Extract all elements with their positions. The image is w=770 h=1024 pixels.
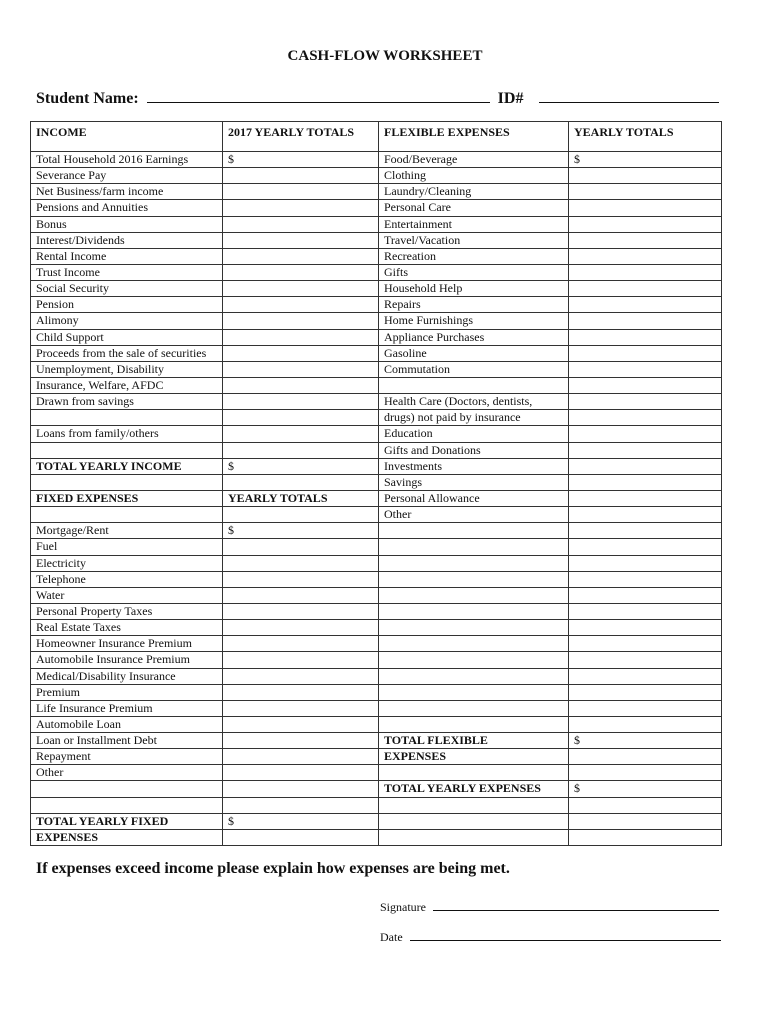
table-row [31, 620, 722, 636]
amount-cell[interactable] [223, 539, 379, 555]
amount-cell[interactable] [569, 264, 722, 280]
amount-cell[interactable] [569, 716, 722, 732]
table-row [31, 829, 722, 845]
amount-cell[interactable] [569, 361, 722, 377]
label-cell: Commutation [379, 361, 569, 377]
table-row [31, 313, 722, 329]
amount-cell[interactable] [569, 587, 722, 603]
label-cell: Personal Property Taxes [31, 603, 223, 619]
blank-cell [379, 587, 569, 603]
label-cell: Automobile Insurance Premium [31, 652, 223, 668]
label-cell: Personal Allowance [379, 490, 569, 506]
amount-cell[interactable] [223, 555, 379, 571]
amount-cell[interactable] [569, 603, 722, 619]
amount-cell[interactable] [223, 668, 379, 684]
table-row [31, 490, 722, 506]
amount-cell[interactable] [223, 507, 379, 523]
amount-cell[interactable] [223, 345, 379, 361]
amount-cell[interactable] [569, 539, 722, 555]
label-cell: Gasoline [379, 345, 569, 361]
label-cell: Child Support [31, 329, 223, 345]
table-row [31, 813, 722, 829]
label-cell: Homeowner Insurance Premium [31, 636, 223, 652]
blank-cell [379, 571, 569, 587]
amount-cell[interactable] [223, 232, 379, 248]
table-row [31, 636, 722, 652]
table-row [31, 152, 722, 168]
blank-cell [379, 636, 569, 652]
student-name-field[interactable] [147, 86, 490, 103]
label-cell: Alimony [31, 313, 223, 329]
amount-cell[interactable] [569, 345, 722, 361]
amount-cell[interactable] [569, 297, 722, 313]
amount-cell[interactable] [223, 264, 379, 280]
worksheet-title: CASH-FLOW WORKSHEET [287, 48, 483, 64]
table-row [31, 426, 722, 442]
table-row [31, 749, 722, 765]
label-cell: Fuel [31, 539, 223, 555]
amount-cell[interactable]: $ [569, 781, 722, 797]
label-cell: Repayment [31, 749, 223, 765]
amount-cell[interactable] [223, 297, 379, 313]
table-row [31, 781, 722, 797]
table-row [31, 797, 722, 813]
table-row [31, 733, 722, 749]
label-cell: Life Insurance Premium [31, 700, 223, 716]
amount-cell[interactable] [569, 684, 722, 700]
label-cell: Home Furnishings [379, 313, 569, 329]
label-cell: YEARLY TOTALS [223, 490, 379, 506]
table-row [31, 668, 722, 684]
label-cell: Interest/Dividends [31, 232, 223, 248]
student-name-label: Student Name: [36, 90, 139, 107]
blank-cell [379, 523, 569, 539]
label-cell: Entertainment [379, 216, 569, 232]
blank-cell [31, 410, 223, 426]
blank-cell [379, 555, 569, 571]
label-cell: Household Help [379, 281, 569, 297]
amount-cell[interactable] [569, 797, 722, 813]
amount-cell[interactable] [223, 829, 379, 845]
amount-cell[interactable] [569, 571, 722, 587]
amount-cell[interactable] [223, 184, 379, 200]
amount-cell[interactable] [223, 571, 379, 587]
table-row [31, 168, 722, 184]
amount-cell[interactable] [569, 168, 722, 184]
table-row [31, 329, 722, 345]
amount-cell[interactable] [223, 200, 379, 216]
amount-cell[interactable] [223, 749, 379, 765]
label-cell: Mortgage/Rent [31, 523, 223, 539]
amount-cell[interactable] [223, 281, 379, 297]
label-cell: Education [379, 426, 569, 442]
amount-cell[interactable] [569, 507, 722, 523]
amount-cell[interactable] [223, 410, 379, 426]
label-cell: Unemployment, Disability [31, 361, 223, 377]
amount-cell[interactable] [223, 636, 379, 652]
label-cell: Food/Beverage [379, 152, 569, 168]
amount-cell[interactable] [569, 377, 722, 393]
blank-cell [379, 813, 569, 829]
date-row [380, 928, 721, 945]
amount-cell[interactable] [223, 442, 379, 458]
table-row [31, 361, 722, 377]
amount-cell[interactable] [569, 555, 722, 571]
label-cell: Other [31, 765, 223, 781]
amount-cell[interactable] [569, 394, 722, 410]
signature-field[interactable] [433, 898, 719, 911]
label-cell: Water [31, 587, 223, 603]
student-id-field[interactable] [539, 86, 719, 103]
label-cell: Investments [379, 458, 569, 474]
table-row [31, 507, 722, 523]
amount-cell[interactable] [223, 248, 379, 264]
label-cell: Insurance, Welfare, AFDC [31, 377, 223, 393]
blank-cell [379, 539, 569, 555]
amount-cell[interactable] [569, 749, 722, 765]
table-row [31, 200, 722, 216]
table-row [31, 216, 722, 232]
blank-cell [31, 797, 223, 813]
amount-cell[interactable] [223, 426, 379, 442]
amount-cell[interactable] [223, 797, 379, 813]
amount-cell[interactable] [569, 184, 722, 200]
amount-cell[interactable] [223, 652, 379, 668]
label-cell: TOTAL YEARLY EXPENSES [379, 781, 569, 797]
amount-cell[interactable] [223, 781, 379, 797]
table-row [31, 765, 722, 781]
label-cell: FLEXIBLE EXPENSES [379, 122, 569, 152]
label-cell: Premium [31, 684, 223, 700]
table-row [31, 248, 722, 264]
amount-cell[interactable]: $ [569, 733, 722, 749]
amount-cell[interactable] [223, 474, 379, 490]
amount-cell[interactable] [569, 232, 722, 248]
label-cell: Real Estate Taxes [31, 620, 223, 636]
table-row [31, 555, 722, 571]
amount-cell[interactable] [223, 765, 379, 781]
label-cell: Loans from family/others [31, 426, 223, 442]
table-row [31, 684, 722, 700]
label-cell: Loan or Installment Debt [31, 733, 223, 749]
amount-cell[interactable]: $ [223, 523, 379, 539]
blank-cell [379, 716, 569, 732]
label-cell: Net Business/farm income [31, 184, 223, 200]
table-row [31, 442, 722, 458]
table-row [31, 523, 722, 539]
amount-cell[interactable] [223, 716, 379, 732]
table-row [31, 232, 722, 248]
amount-cell[interactable] [569, 620, 722, 636]
explain-instruction: If expenses exceed income please explain how expenses are being met. [36, 860, 510, 877]
signature-label: Signature [380, 900, 426, 914]
table-row [31, 394, 722, 410]
amount-cell[interactable] [569, 410, 722, 426]
label-cell: Personal Care [379, 200, 569, 216]
label-cell: Laundry/Cleaning [379, 184, 569, 200]
student-info-row [36, 86, 719, 108]
table-row [31, 281, 722, 297]
amount-cell[interactable] [569, 668, 722, 684]
label-cell: Pensions and Annuities [31, 200, 223, 216]
label-cell: INCOME [31, 122, 223, 152]
amount-cell[interactable] [569, 700, 722, 716]
label-cell: Other [379, 507, 569, 523]
amount-cell[interactable] [223, 313, 379, 329]
table-row [31, 700, 722, 716]
table-row [31, 587, 722, 603]
date-field[interactable] [410, 928, 721, 941]
amount-cell[interactable] [569, 458, 722, 474]
label-cell: Medical/Disability Insurance [31, 668, 223, 684]
label-cell: Automobile Loan [31, 716, 223, 732]
amount-cell[interactable] [569, 442, 722, 458]
amount-cell[interactable]: $ [223, 813, 379, 829]
blank-cell [379, 377, 569, 393]
table-row [31, 539, 722, 555]
amount-cell[interactable]: $ [223, 152, 379, 168]
label-cell: TOTAL YEARLY INCOME [31, 458, 223, 474]
amount-cell[interactable] [569, 200, 722, 216]
amount-cell[interactable] [223, 216, 379, 232]
blank-cell [379, 684, 569, 700]
amount-cell[interactable] [569, 216, 722, 232]
blank-cell [379, 700, 569, 716]
amount-cell[interactable] [569, 329, 722, 345]
amount-cell[interactable] [569, 765, 722, 781]
amount-cell[interactable] [569, 281, 722, 297]
blank-cell [379, 829, 569, 845]
blank-cell [31, 781, 223, 797]
table-row [31, 571, 722, 587]
label-cell: Gifts and Donations [379, 442, 569, 458]
amount-cell[interactable] [569, 490, 722, 506]
blank-cell [379, 652, 569, 668]
label-cell: Gifts [379, 264, 569, 280]
label-cell: Rental Income [31, 248, 223, 264]
amount-cell[interactable] [569, 313, 722, 329]
label-cell: Total Household 2016 Earnings [31, 152, 223, 168]
amount-cell[interactable] [223, 329, 379, 345]
label-cell: 2017 YEARLY TOTALS [223, 122, 379, 152]
label-cell: Proceeds from the sale of securities [31, 345, 223, 361]
blank-cell [379, 765, 569, 781]
label-cell: Electricity [31, 555, 223, 571]
label-cell: Health Care (Doctors, dentists, [379, 394, 569, 410]
table-row [31, 474, 722, 490]
label-cell: Pension [31, 297, 223, 313]
label-cell: Clothing [379, 168, 569, 184]
amount-cell[interactable] [223, 377, 379, 393]
blank-cell [31, 474, 223, 490]
blank-cell [31, 507, 223, 523]
blank-cell [379, 668, 569, 684]
amount-cell[interactable] [223, 587, 379, 603]
table-row [31, 184, 722, 200]
table-row [31, 345, 722, 361]
label-cell: Telephone [31, 571, 223, 587]
label-cell: Savings [379, 474, 569, 490]
label-cell: FIXED EXPENSES [31, 490, 223, 506]
amount-cell[interactable] [223, 733, 379, 749]
amount-cell[interactable] [223, 394, 379, 410]
label-cell: Severance Pay [31, 168, 223, 184]
table-row [31, 652, 722, 668]
table-row [31, 410, 722, 426]
label-cell: Repairs [379, 297, 569, 313]
label-cell: EXPENSES [379, 749, 569, 765]
table-row [31, 458, 722, 474]
label-cell: EXPENSES [31, 829, 223, 845]
label-cell: YEARLY TOTALS [569, 122, 722, 152]
amount-cell[interactable]: $ [223, 458, 379, 474]
amount-cell[interactable] [569, 829, 722, 845]
amount-cell[interactable] [223, 700, 379, 716]
amount-cell[interactable] [569, 636, 722, 652]
blank-cell [379, 620, 569, 636]
table-row [31, 122, 722, 152]
amount-cell[interactable] [569, 523, 722, 539]
amount-cell[interactable] [569, 652, 722, 668]
amount-cell[interactable] [569, 426, 722, 442]
label-cell: Social Security [31, 281, 223, 297]
amount-cell[interactable]: $ [569, 152, 722, 168]
date-label: Date [380, 930, 403, 944]
table-row [31, 297, 722, 313]
table-row [31, 716, 722, 732]
label-cell: TOTAL YEARLY FIXED [31, 813, 223, 829]
label-cell: Drawn from savings [31, 394, 223, 410]
label-cell: Travel/Vacation [379, 232, 569, 248]
label-cell: TOTAL FLEXIBLE [379, 733, 569, 749]
amount-cell[interactable] [223, 620, 379, 636]
amount-cell[interactable] [223, 361, 379, 377]
amount-cell[interactable] [223, 603, 379, 619]
amount-cell[interactable] [569, 248, 722, 264]
label-cell: Recreation [379, 248, 569, 264]
amount-cell[interactable] [569, 474, 722, 490]
blank-cell [379, 797, 569, 813]
label-cell: drugs) not paid by insurance [379, 410, 569, 426]
blank-cell [31, 442, 223, 458]
amount-cell[interactable] [223, 168, 379, 184]
table-row [31, 264, 722, 280]
table-row [31, 603, 722, 619]
label-cell: Bonus [31, 216, 223, 232]
signature-row [380, 898, 719, 915]
table-row [31, 377, 722, 393]
amount-cell[interactable] [569, 813, 722, 829]
student-id-label: ID# [497, 90, 524, 107]
label-cell: Appliance Purchases [379, 329, 569, 345]
cash-flow-table [30, 121, 722, 846]
label-cell: Trust Income [31, 264, 223, 280]
amount-cell[interactable] [223, 684, 379, 700]
blank-cell [379, 603, 569, 619]
